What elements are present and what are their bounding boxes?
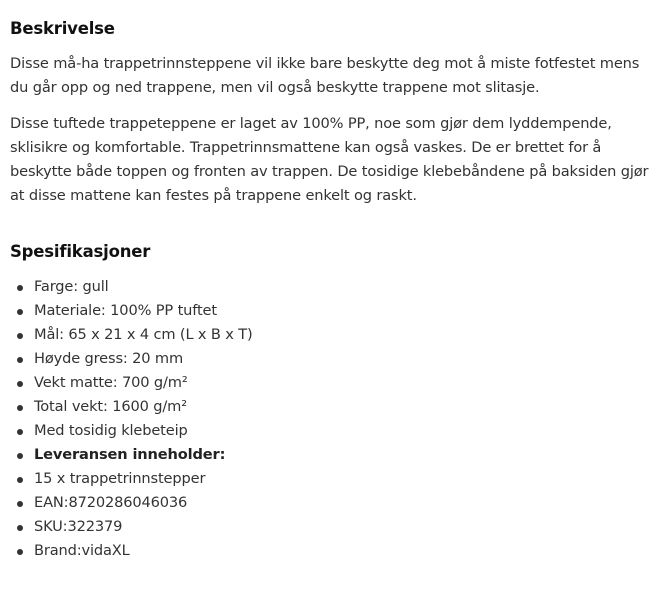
description-paragraph: Disse må-ha trappetrinnsteppene vil ikke bare beskytte deg mot å miste fotfestet mens du går opp og ned trappene, men vil også beskytte trappene mot slitasje. [10, 55, 640, 96]
spec-item-package-contents: Leveransen inneholder: [10, 443, 660, 467]
bullet-icon [17, 285, 23, 291]
spec-item: Vekt matte: 700 g/m² [10, 371, 660, 395]
bullet-icon [17, 333, 23, 339]
spec-item-ean: EAN:8720286046036 [10, 491, 660, 515]
spec-item: Total vekt: 1600 g/m² [10, 395, 660, 419]
spec-item: Materiale: 100% PP tuftet [10, 299, 660, 323]
bullet-icon [17, 357, 23, 363]
bullet-icon [17, 309, 23, 315]
spec-item: Med tosidig klebeteip [10, 419, 660, 443]
spec-item-sku: SKU:322379 [10, 515, 660, 539]
specifications-heading: Spesifikasjoner [10, 242, 151, 261]
description-paragraph: Disse tuftede trappeteppene er laget av 100% PP, noe som gjør dem lyddempende, sklisikre og komfortable. Trappetrinnsmattene kan også vaskes. De er brettet for å beskytte både toppen og fronten av trappen. De tosidige klebebåndene på baksiden gjør at disse mattene kan festes på trappene enkelt og raskt. [10, 115, 649, 204]
spec-item-brand: Brand:vidaXL [10, 539, 660, 563]
spec-item: Farge: gull [10, 275, 660, 299]
description-heading: Beskrivelse [10, 19, 115, 38]
bullet-icon [17, 477, 23, 483]
spec-item: 15 x trappetrinnstepper [10, 467, 660, 491]
bullet-icon [17, 501, 23, 507]
bullet-icon [17, 549, 23, 555]
bullet-icon [17, 381, 23, 387]
specifications-list [10, 275, 660, 563]
spec-item: Mål: 65 x 21 x 4 cm (L x B x T) [10, 323, 660, 347]
spec-item: Høyde gress: 20 mm [10, 347, 660, 371]
bullet-icon [17, 405, 23, 411]
bullet-icon [17, 453, 23, 459]
bullet-icon [17, 525, 23, 531]
bullet-icon [17, 429, 23, 435]
